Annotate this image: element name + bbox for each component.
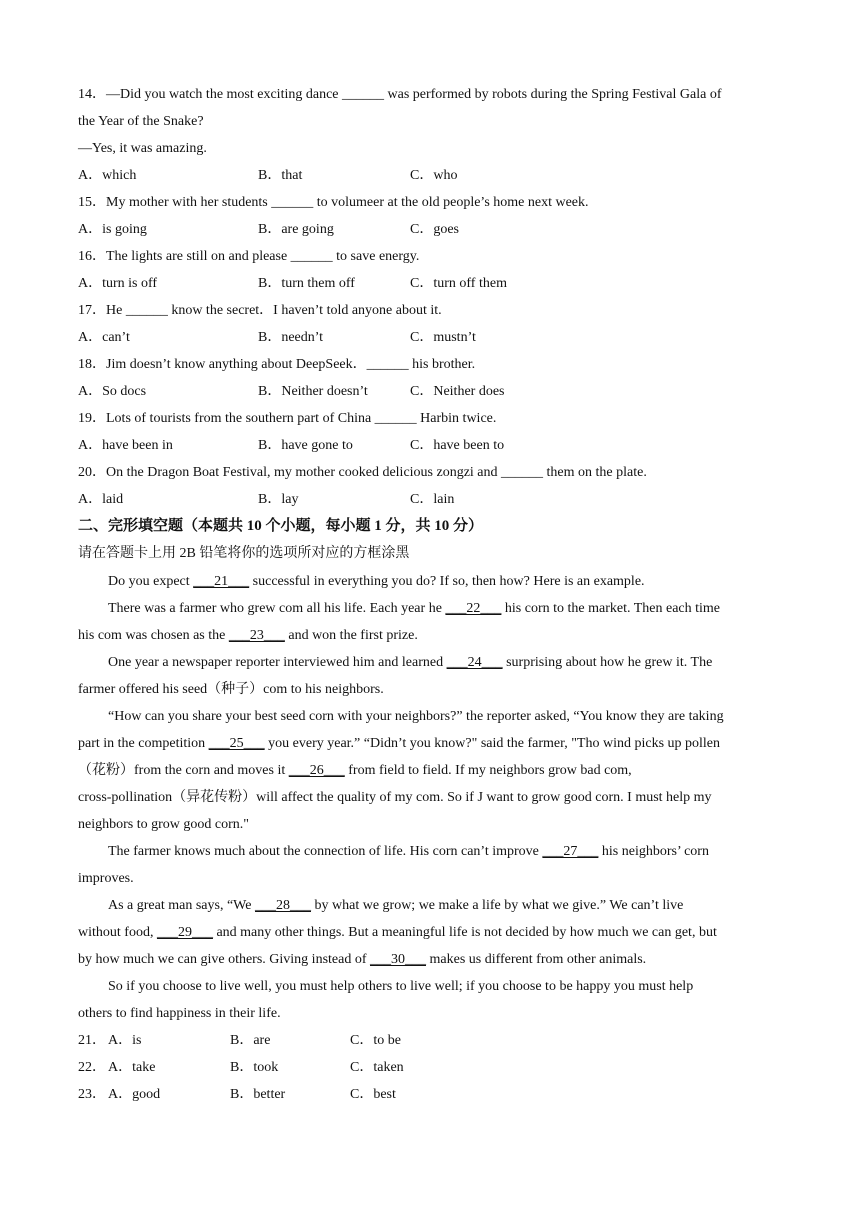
passage-text: Do you expect bbox=[108, 574, 194, 589]
q18-option-b: B．Neither doesn’t bbox=[258, 384, 368, 399]
blank-25: ___25___ bbox=[208, 736, 265, 751]
passage-text: and won the first prize. bbox=[284, 628, 418, 643]
section-2-instruction: 请在答题卡上用 2B 铅笔将你的选项所对应的方框涂黑 bbox=[78, 546, 410, 561]
q16-option-c: C．turn off them bbox=[410, 276, 507, 291]
passage-text: part in the competition bbox=[78, 736, 209, 751]
q14-option-c: C．who bbox=[410, 168, 458, 183]
passage-text: from field to field. If my neighbors grow bad com, bbox=[344, 763, 632, 778]
q15-option-b: B．are going bbox=[258, 222, 334, 237]
blank-27: ___27___ bbox=[542, 844, 599, 859]
passage-line: cross-pollination（异花传粉）will affect the quality of my com. So if J want to grow good corn. I must help my bbox=[78, 790, 712, 805]
question-20-stem: 20．On the Dragon Boat Festival, my mother cooked delicious zongzi and ______ them on the plate. bbox=[78, 465, 647, 480]
cloze-21-option-c: C．to be bbox=[350, 1033, 401, 1048]
cloze-22-option-c: C．taken bbox=[350, 1060, 404, 1075]
passage-line: others to find happiness in their life. bbox=[78, 1006, 281, 1021]
passage-text: his com was chosen as the bbox=[78, 628, 229, 643]
cloze-23-option-a: A．good bbox=[108, 1087, 161, 1102]
passage-line: neighbors to grow good corn." bbox=[78, 817, 249, 832]
q17-option-c: C．mustn’t bbox=[410, 330, 476, 345]
passage-line bbox=[108, 573, 645, 591]
cloze-23-option-b: B．better bbox=[230, 1087, 286, 1102]
passage-line: farmer offered his seed（种子）com to his neighbors. bbox=[78, 682, 384, 697]
q14-option-b: B．that bbox=[258, 168, 303, 183]
blank-24: ___24___ bbox=[446, 655, 503, 670]
passage-line bbox=[108, 843, 709, 861]
passage-line: improves. bbox=[78, 871, 134, 886]
question-14-stem-cont: the Year of the Snake? bbox=[78, 114, 204, 129]
passage-line bbox=[108, 600, 720, 618]
cloze-21-number: 21． bbox=[78, 1033, 106, 1048]
passage-line bbox=[108, 897, 683, 915]
blank-22: ___22___ bbox=[445, 601, 502, 616]
q20-option-b: B．lay bbox=[258, 492, 299, 507]
passage-line: So if you choose to live well, you must help others to live well; if you choose to be happy you must help bbox=[108, 979, 694, 994]
blank-30: ___30___ bbox=[370, 952, 426, 967]
cloze-21-option-b: B．are bbox=[230, 1033, 271, 1048]
passage-text: makes us different from other animals. bbox=[426, 952, 647, 967]
passage-text: （花粉）from the corn and moves it bbox=[78, 763, 289, 778]
passage-text: The farmer knows much about the connection of life. His corn can’t improve bbox=[108, 844, 543, 859]
passage-text: by how much we can give others. Giving instead of bbox=[78, 952, 370, 967]
q14-option-a: A．which bbox=[78, 168, 137, 183]
cloze-22-option-a: A．take bbox=[108, 1060, 156, 1075]
passage-text: surprising about how he grew it. The bbox=[502, 655, 713, 670]
passage-line bbox=[78, 924, 717, 942]
q17-option-b: B．needn’t bbox=[258, 330, 324, 345]
passage-line: “How can you share your best seed corn with your neighbors?” the reporter asked, “You know they are taking bbox=[108, 709, 724, 724]
passage-text: There was a farmer who grew com all his life. Each year he bbox=[108, 601, 446, 616]
blank-28: ___28___ bbox=[255, 898, 311, 913]
passage-line bbox=[78, 735, 720, 753]
cloze-23-number: 23． bbox=[78, 1087, 106, 1102]
question-14-stem: 14．—Did you watch the most exciting dance ______ was performed by robots during the Spring Festival Gala of bbox=[78, 87, 722, 102]
passage-text: One year a newspaper reporter interviewed him and learned bbox=[108, 655, 447, 670]
passage-text: by what we grow; we make a life by what we give.” We can’t live bbox=[311, 898, 684, 913]
q20-option-a: A．laid bbox=[78, 492, 124, 507]
q19-option-a: A．have been in bbox=[78, 438, 173, 453]
question-18-stem: 18．Jim doesn’t know anything about DeepSeek．______ his brother. bbox=[78, 357, 476, 372]
blank-21: ___21___ bbox=[193, 574, 250, 589]
question-16-stem: 16．The lights are still on and please ______ to save energy. bbox=[78, 249, 420, 264]
passage-line bbox=[108, 654, 712, 672]
cloze-21-option-a: A．is bbox=[108, 1033, 142, 1048]
blank-23: ___23___ bbox=[228, 628, 285, 643]
passage-text: you every year.” “Didn’t you know?" said the farmer, "Tho wind picks up pollen bbox=[264, 736, 721, 751]
question-15-stem: 15．My mother with her students ______ to volumeer at the old people’s home next week. bbox=[78, 195, 589, 210]
q20-option-c: C．lain bbox=[410, 492, 455, 507]
q18-option-a: A．So docs bbox=[78, 384, 147, 399]
q16-option-b: B．turn them off bbox=[258, 276, 355, 291]
q17-option-a: A．can’t bbox=[78, 330, 130, 345]
passage-text: As a great man says, “We bbox=[108, 898, 255, 913]
passage-line bbox=[78, 627, 418, 645]
q18-option-c: C．Neither does bbox=[410, 384, 505, 399]
question-17-stem: 17．He ______ know the secret．I haven’t told anyone about it. bbox=[78, 303, 442, 318]
passage-text: without food, bbox=[78, 925, 157, 940]
passage-text: and many other things. But a meaningful life is not decided by how much we can get, but bbox=[212, 925, 717, 940]
q19-option-b: B．have gone to bbox=[258, 438, 353, 453]
passage-text: his neighbors’ corn bbox=[598, 844, 709, 859]
passage-text: his corn to the market. Then each time bbox=[501, 601, 721, 616]
question-19-stem: 19．Lots of tourists from the southern part of China ______ Harbin twice. bbox=[78, 411, 497, 426]
cloze-22-option-b: B．took bbox=[230, 1060, 279, 1075]
cloze-22-number: 22． bbox=[78, 1060, 106, 1075]
q19-option-c: C．have been to bbox=[410, 438, 505, 453]
q16-option-a: A．turn is off bbox=[78, 276, 158, 291]
q15-option-a: A．is going bbox=[78, 222, 147, 237]
passage-text: successful in everything you do? If so, then how? Here is an example. bbox=[249, 574, 645, 589]
question-14-reply: —Yes, it was amazing. bbox=[78, 141, 207, 156]
cloze-23-option-c: C．best bbox=[350, 1087, 396, 1102]
blank-29: ___29___ bbox=[156, 925, 213, 940]
passage-line bbox=[78, 762, 632, 780]
passage-line bbox=[78, 951, 646, 969]
blank-26: ___26___ bbox=[288, 763, 345, 778]
q15-option-c: C．goes bbox=[410, 222, 459, 237]
section-2-title: 二、完形填空题（本题共 10 个小题，每小题 1 分，共 10 分） bbox=[78, 518, 484, 534]
